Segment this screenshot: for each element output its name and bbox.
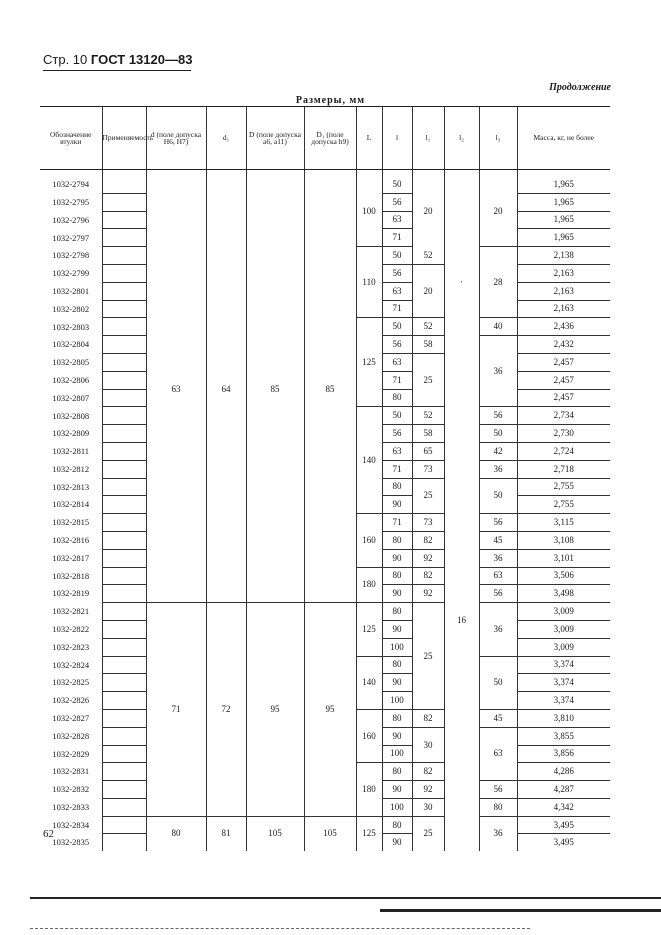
- mass-cell: 3,855: [517, 727, 610, 745]
- col-l3: l₃: [479, 107, 517, 170]
- designation-cell: 1032-2813: [52, 481, 90, 492]
- dimensions-table: [40, 106, 610, 851]
- l-cell: 50: [382, 407, 412, 425]
- mass-cell: 3,009: [517, 638, 610, 656]
- applicability-cell: [102, 176, 146, 193]
- col-l1: l₁: [412, 107, 444, 170]
- designation-cell: 1032-2803: [52, 321, 90, 332]
- l-cell: 56: [382, 425, 412, 443]
- l1-cell: 73: [412, 460, 444, 478]
- col-applicability: Применяемость: [102, 107, 146, 170]
- applicability-cell: [102, 638, 146, 656]
- l1-cell: 82: [412, 763, 444, 781]
- mass-cell: 2,730: [517, 425, 610, 443]
- applicability-cell: [102, 514, 146, 532]
- mass-cell: 4,287: [517, 781, 610, 799]
- table-row: [40, 603, 610, 621]
- applicability-cell: [102, 478, 146, 496]
- applicability-cell: [102, 709, 146, 727]
- l-cell: 90: [382, 585, 412, 603]
- l3-cell: 42: [479, 442, 517, 460]
- col-designation: Обозначение втулки: [40, 107, 102, 170]
- mass-cell: 2,734: [517, 407, 610, 425]
- page-number: 62: [43, 828, 54, 840]
- l-cell: 56: [382, 336, 412, 354]
- L-cell: 140: [356, 656, 382, 709]
- l3-cell: 36: [479, 816, 517, 851]
- l-cell: 56: [382, 264, 412, 282]
- col-d: d (поле допуска H6, H7): [146, 107, 206, 170]
- l1-cell: 92: [412, 549, 444, 567]
- mass-cell: 3,495: [517, 816, 610, 834]
- applicability-cell: [102, 371, 146, 389]
- designation-cell: 1032-2815: [52, 517, 90, 528]
- mass-cell: 4,342: [517, 798, 610, 816]
- designation-cell: 1032-2805: [52, 357, 90, 368]
- l3-cell: 40: [479, 318, 517, 336]
- D1-cell: 95: [304, 603, 356, 817]
- mass-cell: 2,432: [517, 336, 610, 354]
- l3-cell: 50: [479, 425, 517, 443]
- l-cell: 80: [382, 763, 412, 781]
- mass-cell: 3,810: [517, 709, 610, 727]
- l-cell: 100: [382, 798, 412, 816]
- l-cell: 100: [382, 692, 412, 710]
- mass-cell: 2,457: [517, 353, 610, 371]
- l-cell: 90: [382, 549, 412, 567]
- designation-cell: 1032-2827: [52, 713, 90, 724]
- l3-cell: 36: [479, 603, 517, 656]
- mass-cell: 3,115: [517, 514, 610, 532]
- mass-cell: 2,163: [517, 264, 610, 282]
- applicability-cell: [102, 229, 146, 247]
- l-cell: 56: [382, 193, 412, 211]
- l1-cell: 82: [412, 567, 444, 585]
- l3-cell: 56: [479, 585, 517, 603]
- l-cell: 63: [382, 282, 412, 300]
- mass-cell: 4,286: [517, 763, 610, 781]
- scan-artifact-bar: [380, 909, 661, 912]
- l3-cell: 63: [479, 567, 517, 585]
- l1-cell: 30: [412, 798, 444, 816]
- l1-cell: 25: [412, 478, 444, 514]
- l1-cell: 25: [412, 353, 444, 406]
- col-D: D (поле допуска a6, a11): [246, 107, 304, 170]
- l3-cell: 20: [479, 176, 517, 247]
- l3-cell: 56: [479, 514, 517, 532]
- l1-cell: 92: [412, 781, 444, 799]
- designation-cell: 1032-2822: [52, 624, 90, 635]
- mass-cell: 3,374: [517, 674, 610, 692]
- mass-cell: 2,163: [517, 282, 610, 300]
- designation-cell: 1032-2794: [52, 179, 90, 190]
- mass-cell: 2,718: [517, 460, 610, 478]
- l1-cell: 30: [412, 727, 444, 763]
- l-cell: 80: [382, 478, 412, 496]
- l3-cell: 45: [479, 709, 517, 727]
- applicability-cell: [102, 425, 146, 443]
- L-cell: 180: [356, 763, 382, 816]
- designation-cell: 1032-2831: [52, 766, 90, 777]
- applicability-cell: [102, 656, 146, 674]
- mass-cell: 1,965: [517, 176, 610, 193]
- designation-cell: 1032-2816: [52, 535, 90, 546]
- l3-cell: 63: [479, 727, 517, 780]
- d1-cell: 64: [206, 176, 246, 603]
- l-cell: 63: [382, 442, 412, 460]
- designation-cell: 1032-2802: [52, 303, 90, 314]
- L-cell: 110: [356, 247, 382, 318]
- applicability-cell: [102, 620, 146, 638]
- mass-cell: 3,101: [517, 549, 610, 567]
- l-cell: 50: [382, 176, 412, 193]
- applicability-cell: [102, 211, 146, 229]
- applicability-cell: [102, 603, 146, 621]
- designation-cell: 1032-2797: [52, 232, 90, 243]
- mass-cell: 3,108: [517, 531, 610, 549]
- scan-artifact-line: [30, 897, 661, 899]
- applicability-cell: [102, 834, 146, 851]
- l1-cell: 82: [412, 531, 444, 549]
- applicability-cell: [102, 407, 146, 425]
- col-l2: l₂: [444, 107, 479, 170]
- mass-cell: 2,724: [517, 442, 610, 460]
- l-cell: 80: [382, 531, 412, 549]
- l-cell: 90: [382, 781, 412, 799]
- l3-cell: 56: [479, 781, 517, 799]
- l3-cell: 50: [479, 656, 517, 709]
- applicability-cell: [102, 442, 146, 460]
- col-L: L: [356, 107, 382, 170]
- mass-cell: 3,856: [517, 745, 610, 763]
- l-cell: 71: [382, 371, 412, 389]
- applicability-cell: [102, 781, 146, 799]
- l3-cell: 36: [479, 549, 517, 567]
- L-cell: 140: [356, 407, 382, 514]
- l-cell: 63: [382, 353, 412, 371]
- mass-cell: 2,755: [517, 478, 610, 496]
- mass-cell: 2,163: [517, 300, 610, 318]
- designation-cell: 1032-2828: [52, 730, 90, 741]
- designation-cell: 1032-2823: [52, 641, 90, 652]
- l-cell: 100: [382, 745, 412, 763]
- designation-cell: 1032-2806: [52, 374, 90, 385]
- l1-cell: 65: [412, 442, 444, 460]
- designation-cell: 1032-2818: [52, 570, 90, 581]
- designation-cell: 1032-2811: [52, 446, 89, 457]
- l1-cell: 25: [412, 816, 444, 851]
- d-cell: 63: [146, 176, 206, 603]
- mass-cell: 3,374: [517, 692, 610, 710]
- l1-cell: 58: [412, 336, 444, 354]
- l1-cell: 52: [412, 247, 444, 265]
- L-cell: 160: [356, 709, 382, 762]
- l-cell: 71: [382, 229, 412, 247]
- l1-cell: 20: [412, 264, 444, 317]
- table-row: [40, 176, 610, 193]
- L-cell: 100: [356, 176, 382, 247]
- l3-cell: 45: [479, 531, 517, 549]
- l-cell: 90: [382, 620, 412, 638]
- applicability-cell: [102, 585, 146, 603]
- mass-cell: 3,495: [517, 834, 610, 851]
- mass-cell: 3,374: [517, 656, 610, 674]
- l1-cell: 25: [412, 603, 444, 710]
- continuation-label: Продолжение: [549, 82, 611, 93]
- l3-cell: 36: [479, 460, 517, 478]
- applicability-cell: [102, 763, 146, 781]
- applicability-cell: [102, 798, 146, 816]
- l-cell: 80: [382, 603, 412, 621]
- D-cell: 95: [246, 603, 304, 817]
- applicability-cell: [102, 692, 146, 710]
- mass-cell: 2,436: [517, 318, 610, 336]
- l1-cell: 20: [412, 176, 444, 247]
- l1-cell: 92: [412, 585, 444, 603]
- designation-cell: 1032-2832: [52, 784, 90, 795]
- designation-cell: 1032-2804: [52, 339, 90, 350]
- designation-cell: 1032-2817: [52, 552, 90, 563]
- mass-cell: 2,457: [517, 371, 610, 389]
- l3-cell: 80: [479, 798, 517, 816]
- d1-cell: 72: [206, 603, 246, 817]
- standard-number: ГОСТ 13120—83: [90, 52, 193, 67]
- designation-cell: 1032-2826: [52, 695, 90, 706]
- l3-cell: 36: [479, 336, 517, 407]
- designation-cell: 1032-2795: [52, 196, 90, 207]
- designation-cell: 1032-2825: [52, 677, 90, 688]
- col-D1: D₁ (поле допуска h9): [304, 107, 356, 170]
- mass-cell: 2,755: [517, 496, 610, 514]
- l2-cell: 16: [444, 389, 479, 851]
- mass-cell: 3,009: [517, 620, 610, 638]
- designation-cell: 1032-2833: [52, 802, 90, 813]
- scan-artifact-dashes: [30, 928, 530, 929]
- applicability-cell: [102, 193, 146, 211]
- designation-cell: 1032-2821: [52, 606, 90, 617]
- l-cell: 80: [382, 656, 412, 674]
- designation-cell: 1032-2809: [52, 428, 90, 439]
- L-cell: 125: [356, 603, 382, 656]
- applicability-cell: [102, 247, 146, 265]
- applicability-cell: [102, 567, 146, 585]
- l-cell: 50: [382, 318, 412, 336]
- l-cell: 71: [382, 514, 412, 532]
- table-header-row: [40, 107, 610, 170]
- page-header: [43, 52, 192, 67]
- applicability-cell: [102, 674, 146, 692]
- header-rule: [43, 70, 191, 71]
- l-cell: 71: [382, 300, 412, 318]
- l-cell: 80: [382, 389, 412, 407]
- designation-cell: 1032-2808: [52, 410, 90, 421]
- D-cell: 105: [246, 816, 304, 851]
- l-cell: 90: [382, 727, 412, 745]
- l3-cell: 28: [479, 247, 517, 318]
- D-cell: 85: [246, 176, 304, 603]
- applicability-cell: [102, 318, 146, 336]
- l-cell: 90: [382, 496, 412, 514]
- L-cell: 125: [356, 318, 382, 407]
- designation-cell: 1032-2834: [52, 819, 90, 830]
- mass-cell: 1,965: [517, 229, 610, 247]
- l1-cell: 82: [412, 709, 444, 727]
- designation-cell: 1032-2835: [52, 837, 90, 848]
- mass-cell: 1,965: [517, 193, 610, 211]
- applicability-cell: [102, 389, 146, 407]
- mass-cell: 2,138: [517, 247, 610, 265]
- applicability-cell: [102, 727, 146, 745]
- d-cell: 80: [146, 816, 206, 851]
- D1-cell: 105: [304, 816, 356, 851]
- designation-cell: 1032-2807: [52, 392, 90, 403]
- applicability-cell: [102, 353, 146, 371]
- l-cell: 63: [382, 211, 412, 229]
- l3-cell: 56: [479, 407, 517, 425]
- designation-cell: 1032-2796: [52, 214, 90, 225]
- applicability-cell: [102, 745, 146, 763]
- l1-cell: 58: [412, 425, 444, 443]
- applicability-cell: [102, 336, 146, 354]
- applicability-cell: [102, 531, 146, 549]
- d-cell: 71: [146, 603, 206, 817]
- d1-cell: 81: [206, 816, 246, 851]
- l-cell: 50: [382, 247, 412, 265]
- applicability-cell: [102, 549, 146, 567]
- designation-cell: 1032-2814: [52, 499, 90, 510]
- mass-cell: 1,965: [517, 211, 610, 229]
- designation-cell: 1032-2798: [52, 250, 90, 261]
- l-cell: 90: [382, 834, 412, 851]
- applicability-cell: [102, 300, 146, 318]
- designation-cell: 1032-2824: [52, 659, 90, 670]
- applicability-cell: [102, 816, 146, 834]
- mass-cell: 3,506: [517, 567, 610, 585]
- l2-cell: ·: [444, 176, 479, 389]
- l3-cell: 50: [479, 478, 517, 514]
- page-label: Стр. 10: [43, 52, 88, 67]
- applicability-cell: [102, 496, 146, 514]
- designation-cell: 1032-2829: [52, 748, 90, 759]
- applicability-cell: [102, 460, 146, 478]
- l-cell: 90: [382, 674, 412, 692]
- col-l: l: [382, 107, 412, 170]
- l-cell: 100: [382, 638, 412, 656]
- mass-cell: 3,009: [517, 603, 610, 621]
- mass-cell: 2,457: [517, 389, 610, 407]
- l-cell: 80: [382, 709, 412, 727]
- designation-cell: 1032-2812: [52, 463, 90, 474]
- applicability-cell: [102, 264, 146, 282]
- applicability-cell: [102, 282, 146, 300]
- l1-cell: 73: [412, 514, 444, 532]
- mass-cell: 3,498: [517, 585, 610, 603]
- L-cell: 160: [356, 514, 382, 567]
- col-d1: d₁: [206, 107, 246, 170]
- designation-cell: 1032-2799: [52, 268, 90, 279]
- l-cell: 71: [382, 460, 412, 478]
- table-row: [40, 816, 610, 834]
- L-cell: 180: [356, 567, 382, 603]
- L-cell: 125: [356, 816, 382, 851]
- l-cell: 80: [382, 567, 412, 585]
- table-title: Размеры, мм: [295, 95, 366, 106]
- designation-cell: 1032-2819: [52, 588, 90, 599]
- D1-cell: 85: [304, 176, 356, 603]
- l1-cell: 52: [412, 318, 444, 336]
- l1-cell: 52: [412, 407, 444, 425]
- col-mass: Масса, кг, не более: [517, 107, 610, 170]
- designation-cell: 1032-2801: [52, 285, 90, 296]
- l-cell: 80: [382, 816, 412, 834]
